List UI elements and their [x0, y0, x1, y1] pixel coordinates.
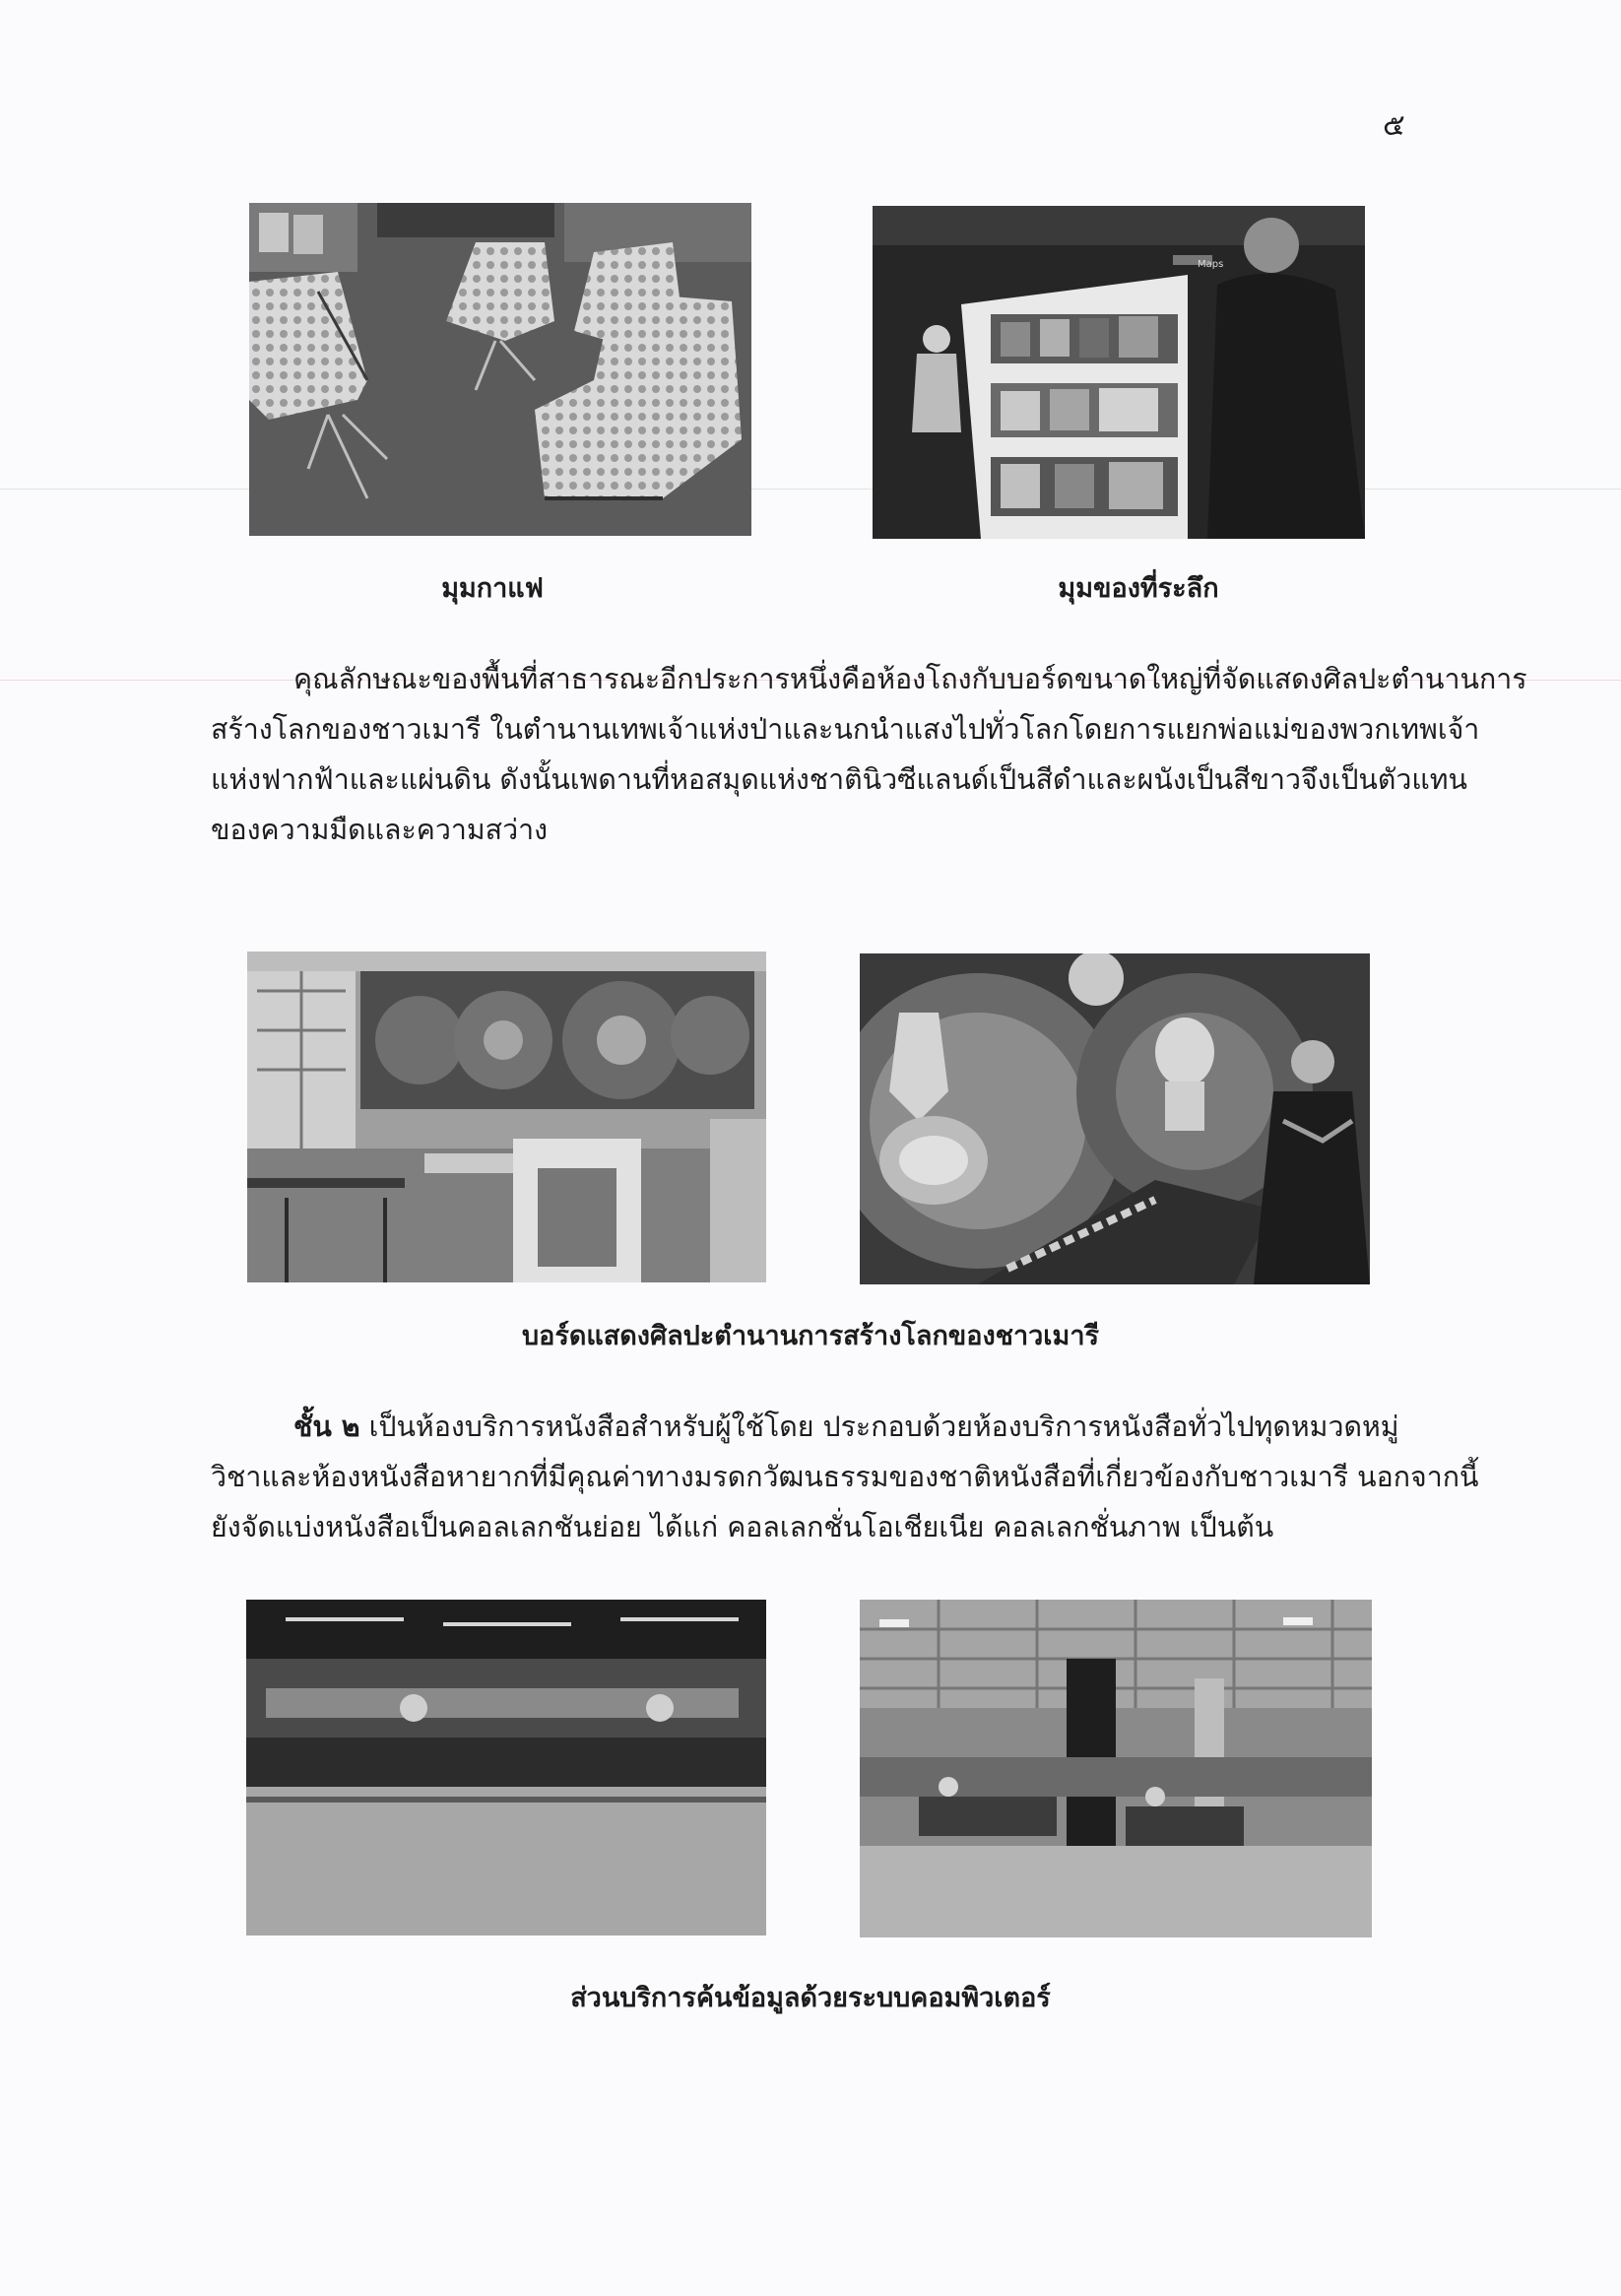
photo-computer-area-right	[860, 1600, 1372, 1937]
paragraph-line: วิชาและห้องหนังสือหายากที่มีคุณค่าทางมรดกวัฒนธรรมของชาติหนังสือที่เกี่ยวข้องกับชาวเมารี นอกจากนี้	[211, 1461, 1479, 1493]
paragraph-line: ยังจัดแบ่งหนังสือเป็นคอลเลกชันย่อย ได้แก่ คอลเลกชั่นโอเชียเนีย คอลเลกชั่นภาพ เป็นต้น	[211, 1511, 1274, 1543]
paragraph-line: แห่งฟากฟ้าและแผ่นดิน ดังนั้นเพดานที่หอสมุดแห่งชาตินิวซีแลนด์เป็นสีดำและผนังเป็นสีขาวจึงเป็นตัวแทน	[211, 763, 1468, 796]
paragraph-line: ของความมืดและความสว่าง	[211, 814, 548, 846]
caption-souvenir-corner: มุมของที่ระลึก	[1058, 573, 1219, 604]
photo-computer-area-left	[246, 1600, 766, 1935]
photo-coffee-corner	[249, 203, 751, 536]
paragraph-line	[211, 1402, 1400, 1452]
paragraph-maori-legend	[211, 654, 1527, 855]
caption-coffee-corner: มุมกาแฟ	[441, 573, 544, 604]
caption-mural: บอร์ดแสดงศิลปะตำนานการสร้างโลกของชาวเมารี	[521, 1321, 1099, 1351]
scan-artifact-line	[0, 489, 1621, 490]
paragraph-line: คุณลักษณะของพื้นที่สาธารณะอีกประการหนึ่งคือห้องโถงกับบอร์ดขนาดใหญ่ที่จัดแสดงศิลปะตำนานการ	[293, 663, 1527, 695]
paragraph-floor2	[211, 1402, 1479, 1552]
page-number: ๕	[1383, 108, 1405, 143]
photo-souvenir-corner	[873, 206, 1365, 539]
photo-mural-detail	[860, 953, 1370, 1284]
floor-label: ชั้น ๒	[293, 1410, 360, 1443]
photo-lobby-mural	[247, 951, 766, 1282]
caption-computer-service: ส่วนบริการค้นข้อมูลด้วยระบบคอมพิวเตอร์	[570, 1983, 1051, 2013]
maps-sign: Maps	[1198, 259, 1224, 270]
paragraph-line: สร้างโลกของชาวเมารี ในตำนานเทพเจ้าแห่งป่าและนกนำแสงไปทั่วโลกโดยการแยกพ่อแม่ของพวกเทพเจ้า	[211, 713, 1480, 746]
paragraph-text: เป็นห้องบริการหนังสือสำหรับผู้ใช้โดย ประกอบด้วยห้องบริการหนังสือทั่วไปทุดหมวดหมู่	[359, 1410, 1399, 1443]
